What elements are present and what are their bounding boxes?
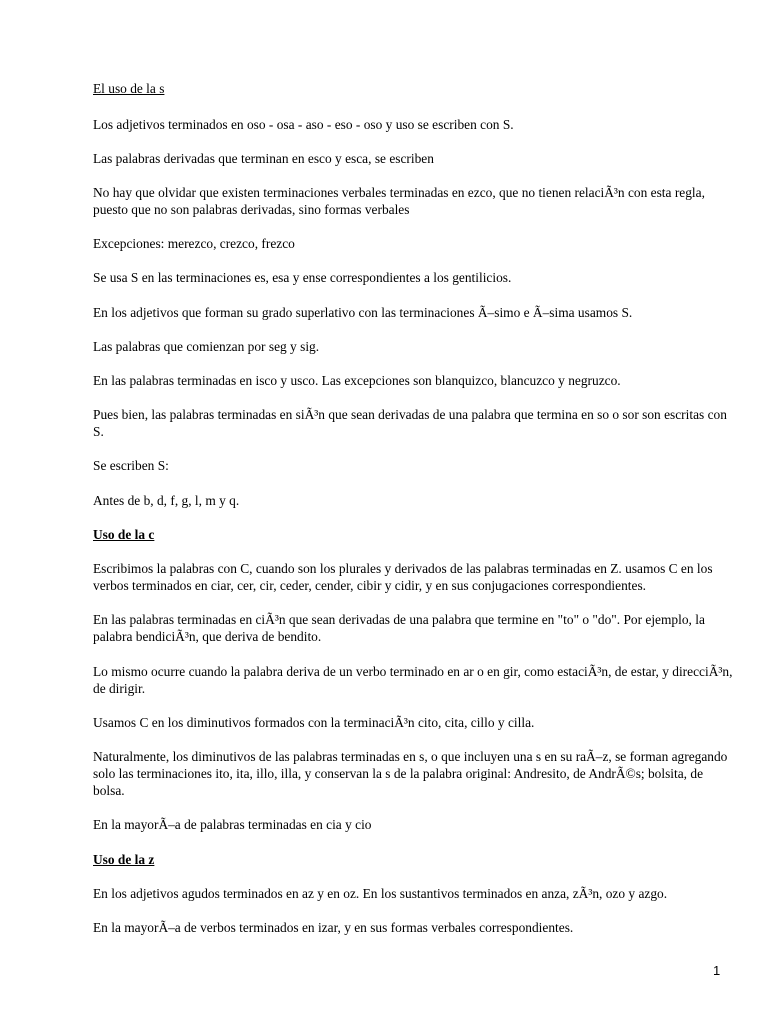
heading-uso-de-la-s: El uso de la s <box>93 81 165 96</box>
paragraph: Naturalmente, los diminutivos de las palabras terminadas en s, o que incluyen una s en su raÃ–z, se forman agregando solo las terminaciones ito, ita, illo, illa, y conservan la s de la palabra original: Andresito, de AndrÃ©s; bolsita, de bolsa. <box>93 749 728 798</box>
paragraph: Escribimos la palabras con C, cuando son los plurales y derivados de las palabras terminadas en Z. usamos C en los verbos terminados en ciar, cer, cir, ceder, cender, cibir y cidir, y en sus conjugaciones correspondientes. <box>93 561 713 593</box>
paragraph: Excepciones: merezco, crezco, frezco <box>93 236 295 251</box>
paragraph: Las palabras derivadas que terminan en esco y esca, se escriben <box>93 151 434 166</box>
paragraph: Las palabras que comienzan por seg y sig. <box>93 339 320 354</box>
paragraph: En las palabras terminadas en ciÃ³n que sean derivadas de una palabra que termine en "to" o "do". Por ejemplo, la palabra bendiciÃ³n, que deriva de bendito. <box>93 612 705 644</box>
paragraph: Pues bien, las palabras terminadas en siÃ³n que sean derivadas de una palabra que termina en so o sor son escritas con S. <box>93 407 727 439</box>
paragraph: En las palabras terminadas en isco y usco. Las excepciones son blanquizco, blancuzco y negruzco. <box>93 373 621 388</box>
heading-uso-de-la-c: Uso de la c <box>93 527 155 542</box>
paragraph: En los adjetivos agudos terminados en az y en oz. En los sustantivos terminados en anza, zÃ³n, ozo y azgo. <box>93 886 668 901</box>
paragraph: En la mayorÃ–a de palabras terminadas en cia y cio <box>93 817 372 832</box>
paragraph: Usamos C en los diminutivos formados con la terminaciÃ³n cito, cita, cillo y cilla. <box>93 715 535 730</box>
paragraph: Antes de b, d, f, g, l, m y q. <box>93 493 240 508</box>
paragraph: Lo mismo ocurre cuando la palabra deriva de un verbo terminado en ar o en gir, como estaciÃ³n, de estar, y direcciÃ³n, de dirigir. <box>93 664 733 696</box>
page-number: 1 <box>713 963 721 978</box>
paragraph: En la mayorÃ–a de verbos terminados en izar, y en sus formas verbales correspondientes. <box>93 920 574 935</box>
paragraph: En los adjetivos que forman su grado superlativo con las terminaciones Ã–simo e Ã–sima usamos S. <box>93 305 633 320</box>
paragraph: No hay que olvidar que existen terminaciones verbales terminadas en ezco, que no tienen relaciÃ³n con esta regla, puesto que no son palabras derivadas, sino formas verbales <box>93 185 705 217</box>
paragraph: Se escriben S: <box>93 458 169 473</box>
paragraph: Se usa S en las terminaciones es, esa y ense correspondientes a los gentilicios. <box>93 270 512 285</box>
heading-uso-de-la-z: Uso de la z <box>93 852 155 867</box>
paragraph: Los adjetivos terminados en oso - osa - aso - eso - oso y uso se escriben con S. <box>93 117 514 132</box>
